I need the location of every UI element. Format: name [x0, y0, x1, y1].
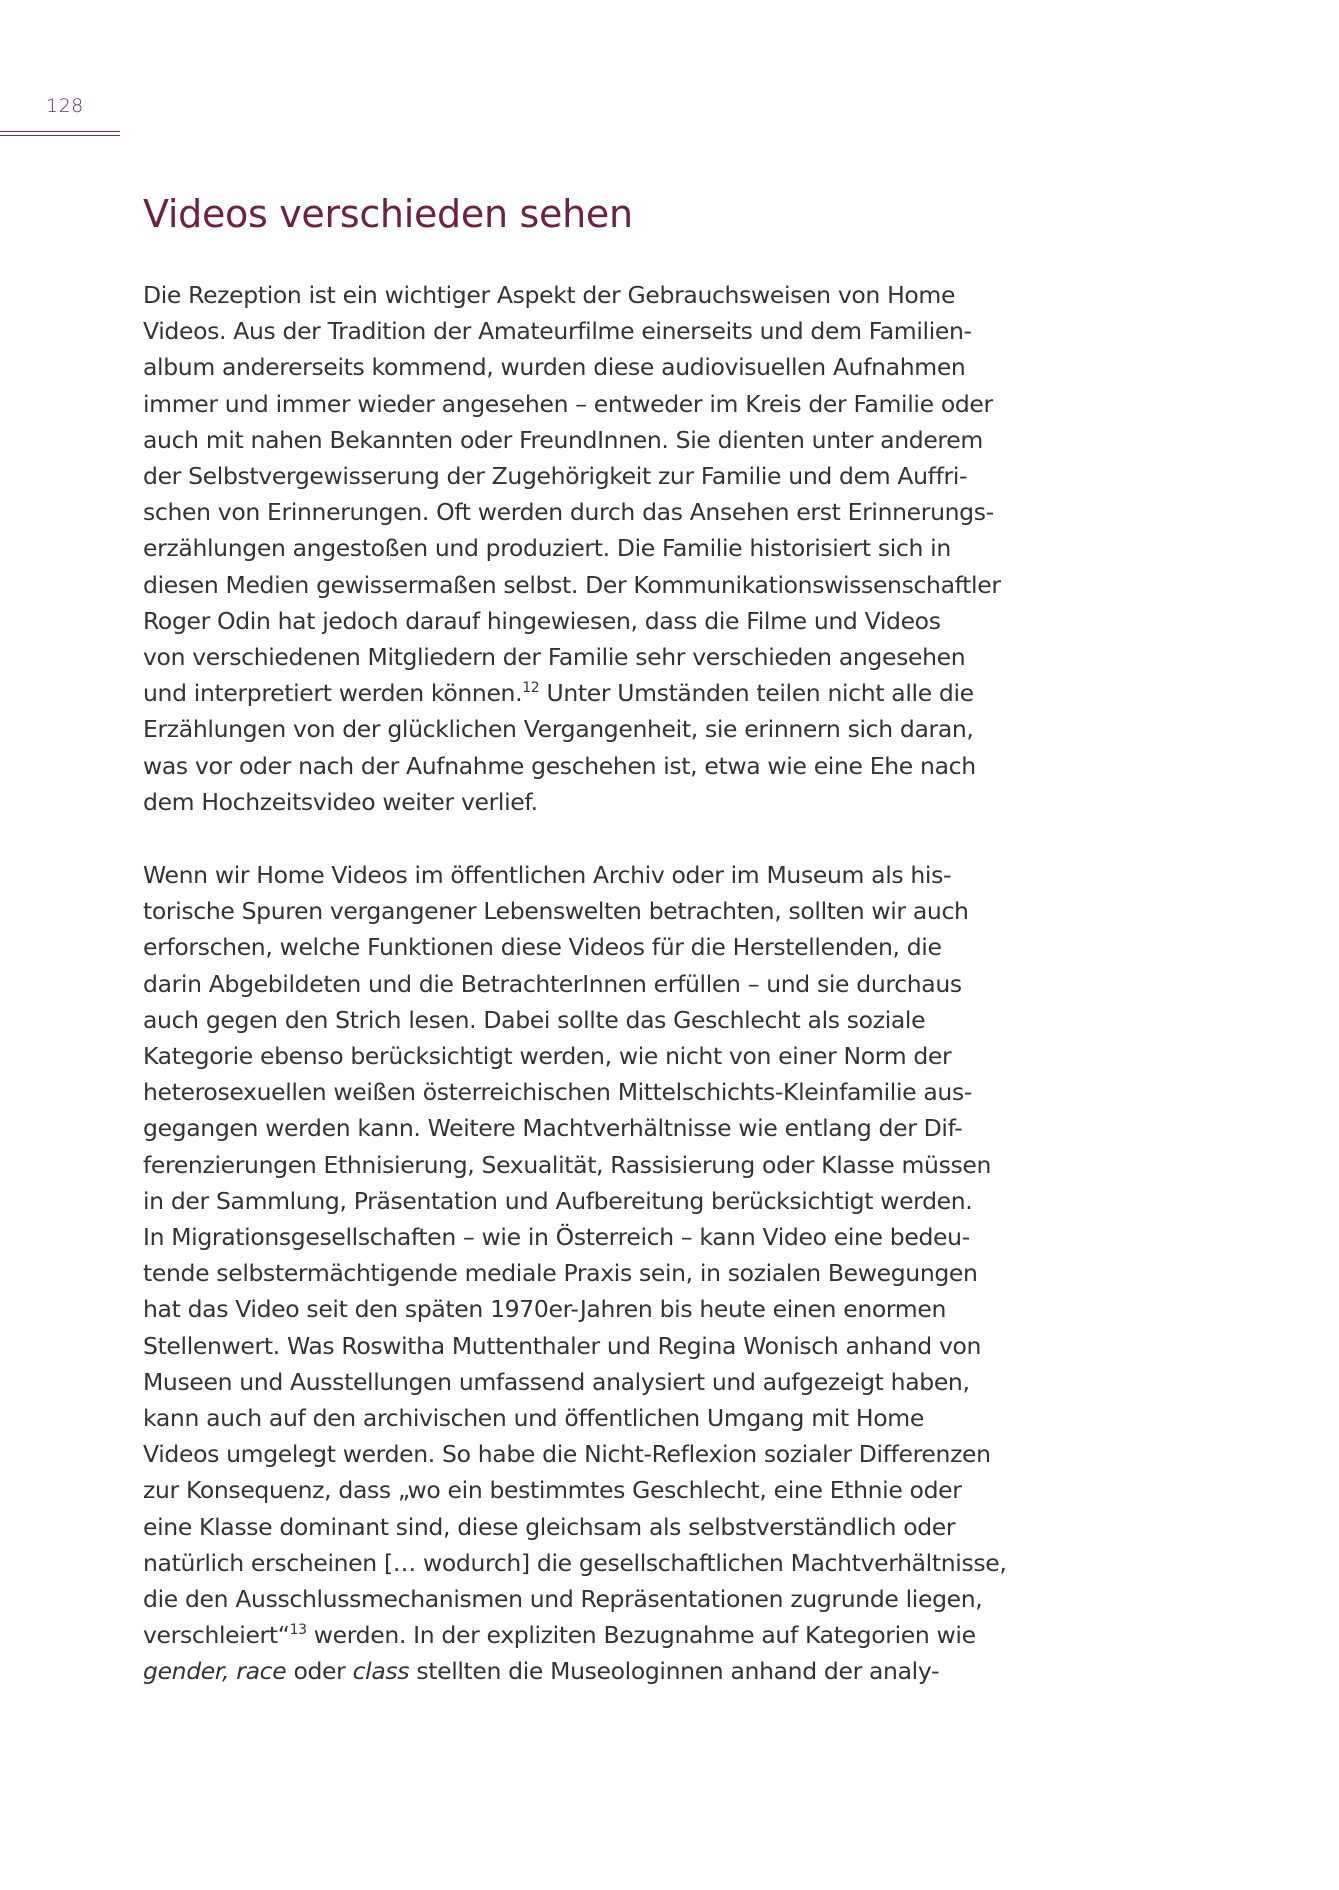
- text-line: eine Klasse dominant sind, diese gleichsam als selbstverständlich oder: [143, 1512, 956, 1541]
- text-segment: und interpretiert werden können.: [143, 679, 523, 708]
- text-line: torische Spuren vergangener Lebenswelten betrachten, sollten wir auch: [143, 897, 969, 926]
- paragraph-2: [143, 857, 1006, 1690]
- page-number: 128: [46, 95, 84, 117]
- text-line: gegangen werden kann. Weitere Machtverhältnisse wie entlang der Dif-: [143, 1114, 963, 1143]
- text-line: darin Abgebildeten und die BetrachterInnen erfüllen – und sie durchaus: [143, 969, 962, 998]
- text-line-footnote-12: [143, 675, 1001, 711]
- text-line: auch mit nahen Bekannten oder FreundInnen. Sie dienten unter anderem: [143, 425, 983, 454]
- text-line: erforschen, welche Funktionen diese Videos für die Herstellenden, die: [143, 933, 942, 962]
- text-line: heterosexuellen weißen österreichischen Mittelschichts-Kleinfamilie aus-: [143, 1078, 972, 1107]
- footnote-marker-13: 13: [289, 1622, 307, 1639]
- text-line: in der Sammlung, Präsentation und Aufbereitung berücksichtigt werden.: [143, 1186, 973, 1215]
- italic-term: class: [352, 1657, 410, 1686]
- text-line: der Selbstvergewisserung der Zugehörigkeit zur Familie und dem Auffri-: [143, 462, 968, 491]
- section-title: Videos verschieden sehen: [143, 192, 633, 236]
- text-line: album andererseits kommend, wurden diese audiovisuellen Aufnahmen: [143, 353, 966, 382]
- text-line-footnote-13: [143, 1617, 1006, 1653]
- header-rule-bottom: [0, 135, 120, 136]
- text-line: tende selbstermächtigende mediale Praxis sein, in sozialen Bewegungen: [143, 1259, 978, 1288]
- text-line-italic-terms: [143, 1653, 1006, 1689]
- text-line: auch gegen den Strich lesen. Dabei sollte das Geschlecht als soziale: [143, 1005, 926, 1034]
- text-line: schen von Erinnerungen. Oft werden durch das Ansehen erst Erinnerungs-: [143, 498, 994, 527]
- text-line: Stellenwert. Was Roswitha Muttenthaler und Regina Wonisch anhand von: [143, 1331, 982, 1360]
- text-line: Kategorie ebenso berücksichtigt werden, wie nicht von einer Norm der: [143, 1042, 952, 1071]
- footnote-marker-12: 12: [522, 680, 540, 697]
- text-line: erzählungen angestoßen und produziert. Die Familie historisiert sich in: [143, 534, 951, 563]
- text-line: Videos. Aus der Tradition der Amateurfilme einerseits und dem Familien-: [143, 317, 972, 346]
- text-line: diesen Medien gewissermaßen selbst. Der Kommunikationswissenschaftler: [143, 570, 1001, 599]
- text-line: die den Ausschlussmechanismen und Repräsentationen zugrunde liegen,: [143, 1585, 983, 1614]
- text-segment: Unter Umständen teilen nicht alle die: [539, 679, 974, 708]
- text-line: Wenn wir Home Videos im öffentlichen Archiv oder im Museum als his-: [143, 861, 952, 889]
- text-line: kann auch auf den archivischen und öffentlichen Umgang mit Home: [143, 1404, 924, 1433]
- text-segment: oder: [286, 1657, 353, 1686]
- text-line: dem Hochzeitsvideo weiter verlief.: [143, 787, 538, 816]
- text-line: Museen und Ausstellungen umfassend analysiert und aufgezeigt haben,: [143, 1367, 970, 1396]
- text-segment: werden. In der expliziten Bezugnahme auf Kategorien wie: [306, 1621, 976, 1650]
- text-line: Die Rezeption ist ein wichtiger Aspekt der Gebrauchsweisen von Home: [143, 281, 956, 309]
- paragraph-1: [143, 277, 1001, 820]
- text-line: Roger Odin hat jedoch darauf hingewiesen, dass die Filme und Videos: [143, 606, 941, 635]
- text-line: Erzählungen von der glücklichen Vergangenheit, sie erinnern sich daran,: [143, 715, 974, 744]
- text-line: zur Konsequenz, dass „wo ein bestimmtes Geschlecht, eine Ethnie oder: [143, 1476, 962, 1505]
- text-line: hat das Video seit den späten 1970er-Jahren bis heute einen enormen: [143, 1295, 946, 1324]
- italic-term: gender, race: [143, 1657, 287, 1686]
- text-segment: stellten die Museologinnen anhand der analy-: [409, 1657, 940, 1686]
- text-segment: verschleiert“: [143, 1621, 290, 1650]
- text-line: natürlich erscheinen [… wodurch] die gesellschaftlichen Machtverhältnisse,: [143, 1548, 1007, 1577]
- text-line: von verschiedenen Mitgliedern der Familie sehr verschieden angesehen: [143, 643, 966, 672]
- header-rule-top: [0, 131, 120, 132]
- text-line: was vor oder nach der Aufnahme geschehen ist, etwa wie eine Ehe nach: [143, 751, 976, 780]
- text-line: In Migrationsgesellschaften – wie in Österreich – kann Video eine bedeu-: [143, 1223, 970, 1252]
- text-line: immer und immer wieder angesehen – entweder im Kreis der Familie oder: [143, 389, 993, 418]
- text-line: ferenzierungen Ethnisierung, Sexualität, Rassisierung oder Klasse müssen: [143, 1150, 992, 1179]
- text-line: Videos umgelegt werden. So habe die Nicht-Reflexion sozialer Differenzen: [143, 1440, 991, 1469]
